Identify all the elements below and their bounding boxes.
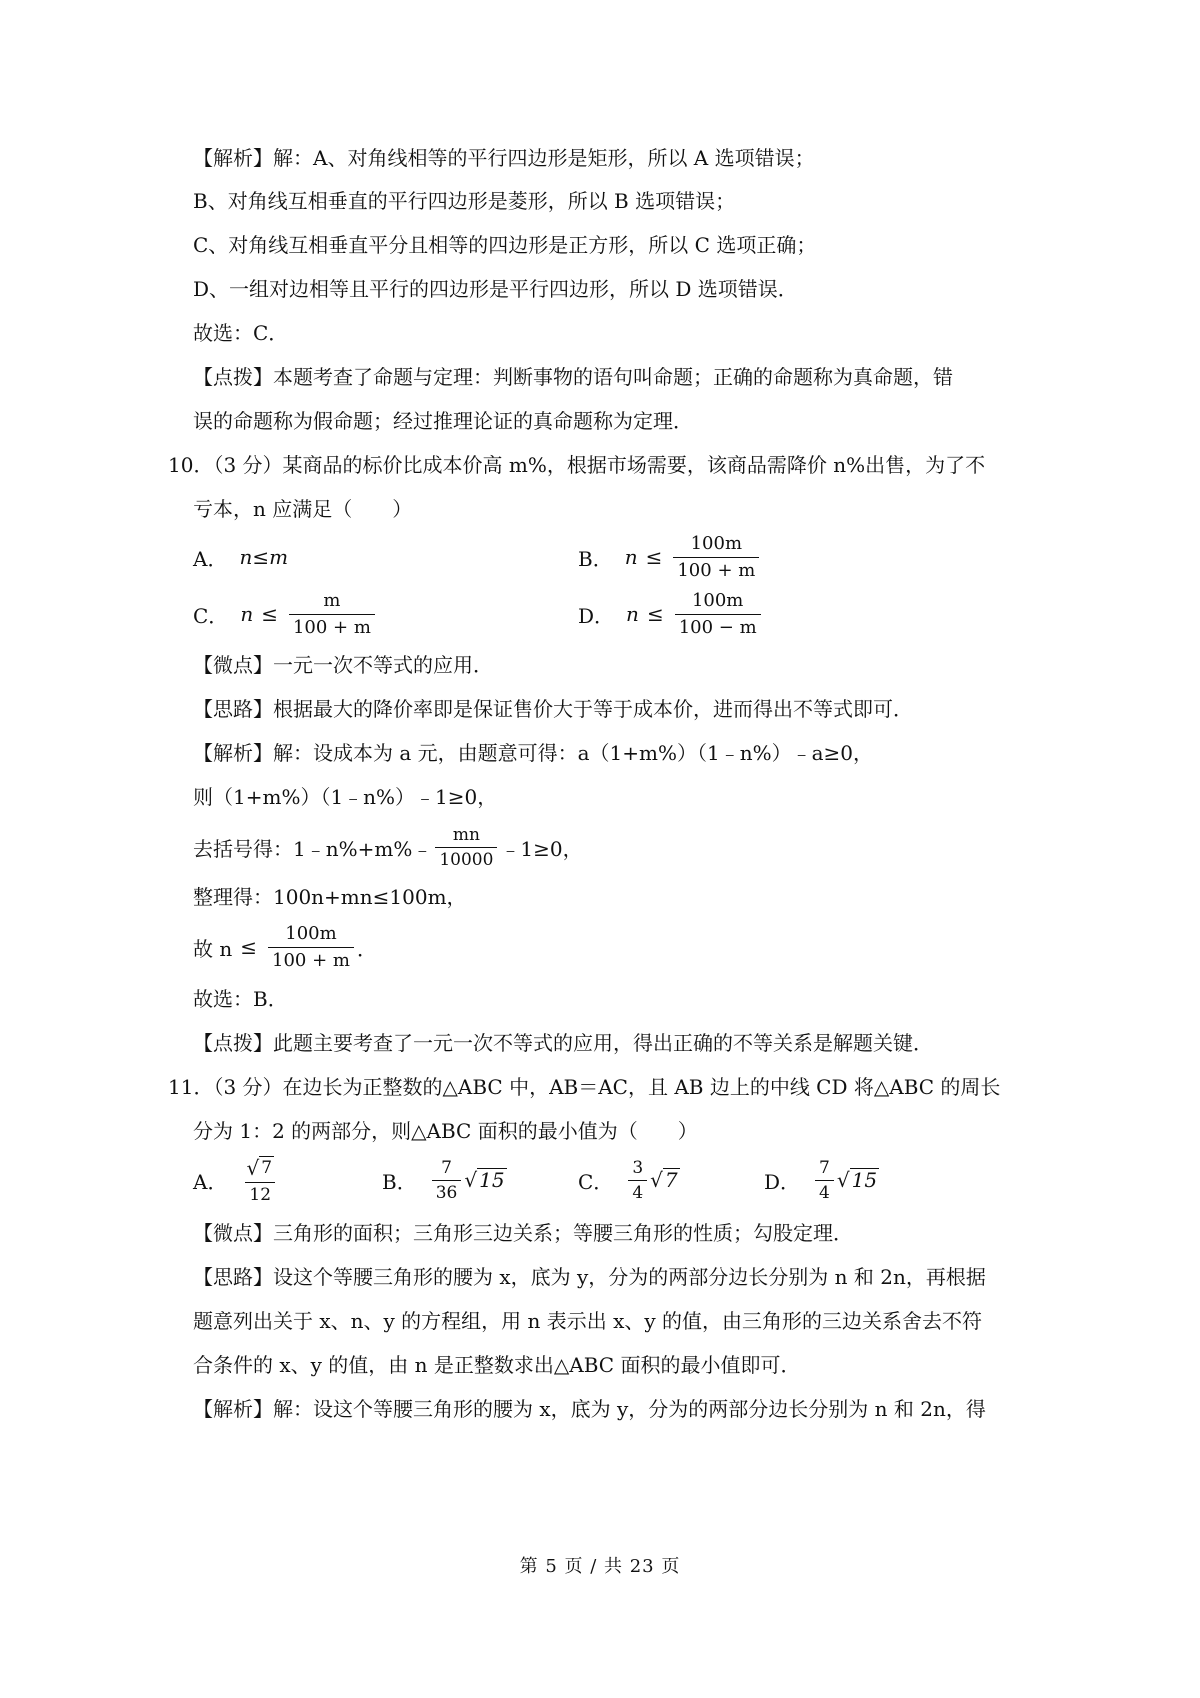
q10-option-d — [578, 584, 764, 644]
page-footer: 第 5 页 / 共 23 页 — [519, 1556, 681, 1577]
radicand: 15 — [851, 1168, 878, 1192]
sqrt — [464, 1168, 506, 1192]
answer-line: 故选：B． — [193, 987, 288, 1011]
sqrt — [246, 1156, 274, 1180]
q10-option-c — [193, 584, 378, 644]
fraction — [815, 1158, 834, 1203]
numerator: 100m — [690, 532, 743, 554]
comment-line: 误的命题称为假命题；经过推理论证的真命题称为定理． — [193, 409, 693, 433]
fraction — [289, 590, 375, 639]
denominator: 100 + m — [289, 614, 375, 639]
radical-icon: √ — [650, 1168, 663, 1192]
question-10-stem: 10．（3 分）某商品的标价比成本价高 m%，根据市场需要，该商品需降价 n%出售，为了不 — [168, 453, 986, 477]
text: 故 n — [193, 936, 233, 961]
q11-option-a — [193, 1150, 281, 1210]
fraction — [628, 1158, 647, 1203]
radical-icon: √ — [464, 1168, 478, 1192]
numerator: mn — [452, 824, 480, 845]
option-label: C． — [193, 603, 229, 628]
denominator: 10000 — [435, 847, 497, 870]
analysis-line: 【解析】解：A、对角线相等的平行四边形是矩形，所以 A 选项错误； — [193, 146, 815, 170]
analysis-line-fraction — [193, 817, 583, 877]
denominator: 12 — [245, 1182, 275, 1205]
variable: n — [624, 545, 638, 569]
numerator: 3 — [632, 1157, 644, 1178]
relation: ≤ — [240, 935, 258, 959]
radicand: 7 — [261, 1157, 273, 1178]
question-10-stem: 亏本，n 应满足（ ） — [193, 497, 413, 521]
relation: ≤ — [645, 545, 663, 569]
thinking: 【思路】设这个等腰三角形的腰为 x，底为 y，分为的两部分边长分别为 n 和 2n，再根据 — [193, 1265, 986, 1289]
fraction — [675, 590, 761, 639]
numerator — [242, 1156, 278, 1182]
option-label: B． — [578, 546, 613, 571]
thinking: 题意列出关于 x、n、y 的方程组，用 n 表示出 x、y 的值，由三角形的三边关系舍去不符 — [193, 1309, 983, 1333]
relation: ≤ — [261, 602, 278, 626]
q11-option-d — [764, 1150, 879, 1210]
variable: n — [240, 602, 254, 626]
numerator: 100m — [285, 922, 337, 944]
fraction — [242, 1156, 278, 1205]
analysis-line: 则（1+m%）（1﹣n%）﹣1≥0， — [193, 785, 498, 809]
analysis-line: 【解析】解：设成本为 a 元，由题意可得：a（1+m%）（1﹣n%）﹣a≥0， — [193, 741, 874, 765]
denominator: 100 + m — [673, 557, 759, 582]
sqrt — [837, 1168, 879, 1192]
q11-option-c — [578, 1150, 680, 1210]
numerator: m — [323, 589, 341, 611]
thinking: 合条件的 x、y 的值，由 n 是正整数求出△ABC 面积的最小值即可． — [193, 1353, 801, 1377]
answer-line: 故选：C． — [193, 321, 289, 345]
comment-line: 【点拨】本题考查了命题与定理：判断事物的语句叫命题；正确的命题称为真命题，错 — [193, 365, 953, 389]
question-11-stem: 分为 1：2 的两部分，则△ABC 面积的最小值为（ ） — [193, 1119, 698, 1143]
numerator: 100m — [691, 589, 744, 611]
analysis-line: 【解析】解：设这个等腰三角形的腰为 x，底为 y，分为的两部分边长分别为 n 和 2n，得 — [193, 1397, 986, 1421]
option-label: B． — [382, 1169, 417, 1194]
radicand: 7 — [664, 1168, 678, 1192]
q11-option-b — [382, 1150, 507, 1210]
option-label: D． — [764, 1169, 801, 1194]
fraction — [673, 533, 759, 582]
q10-option-b — [578, 527, 762, 587]
comment-line: 【点拨】此题主要考查了一元一次不等式的应用，得出正确的不等关系是解题关键． — [193, 1031, 933, 1055]
denominator: 4 — [815, 1180, 834, 1203]
fraction — [435, 825, 497, 870]
question-11-stem: 11．（3 分）在边长为正整数的△ABC 中，AB＝AC，且 AB 边上的中线 CD 将△ABC 的周长 — [168, 1075, 1001, 1099]
fraction — [432, 1158, 462, 1203]
relation: ≤ — [646, 602, 664, 626]
text: ﹣1≥0， — [500, 836, 583, 861]
thinking: 【思路】根据最大的降价率即是保证售价大于等于成本价，进而得出不等式即可． — [193, 697, 913, 721]
text: 去括号得：1﹣n%+m%﹣ — [193, 836, 433, 861]
denominator: 4 — [628, 1180, 647, 1203]
numerator: 7 — [441, 1157, 452, 1178]
option-label: C． — [578, 1169, 614, 1194]
denominator: 100 + m — [268, 947, 354, 972]
option-label: A． — [193, 1169, 228, 1194]
denominator: 100 − m — [675, 614, 761, 639]
text: ． — [356, 936, 377, 961]
analysis-line: D、一组对边相等且平行的四边形是平行四边形，所以 D 选项错误． — [193, 277, 798, 301]
radical-icon: √ — [246, 1155, 260, 1180]
option-label: D． — [578, 603, 615, 628]
analysis-line-fraction — [193, 917, 377, 977]
fraction — [268, 923, 354, 972]
micro-point: 【微点】三角形的面积；三角形三边关系；等腰三角形的性质；勾股定理． — [193, 1221, 853, 1245]
analysis-line: 整理得：100n+mn≤100m， — [193, 885, 467, 909]
option-label: A． — [193, 546, 228, 571]
denominator: 36 — [432, 1180, 462, 1203]
sqrt — [650, 1168, 679, 1192]
radical-icon: √ — [836, 1168, 850, 1192]
variable: n — [626, 602, 639, 626]
q10-option-a — [193, 527, 288, 587]
radicand: 15 — [479, 1168, 505, 1192]
option-text: n≤m — [239, 545, 289, 569]
micro-point: 【微点】一元一次不等式的应用． — [193, 653, 493, 677]
numerator: 7 — [819, 1157, 830, 1178]
analysis-line: B、对角线互相垂直的平行四边形是菱形，所以 B 选项错误； — [193, 189, 736, 213]
analysis-line: C、对角线互相垂直平分且相等的四边形是正方形，所以 C 选项正确； — [193, 233, 817, 257]
